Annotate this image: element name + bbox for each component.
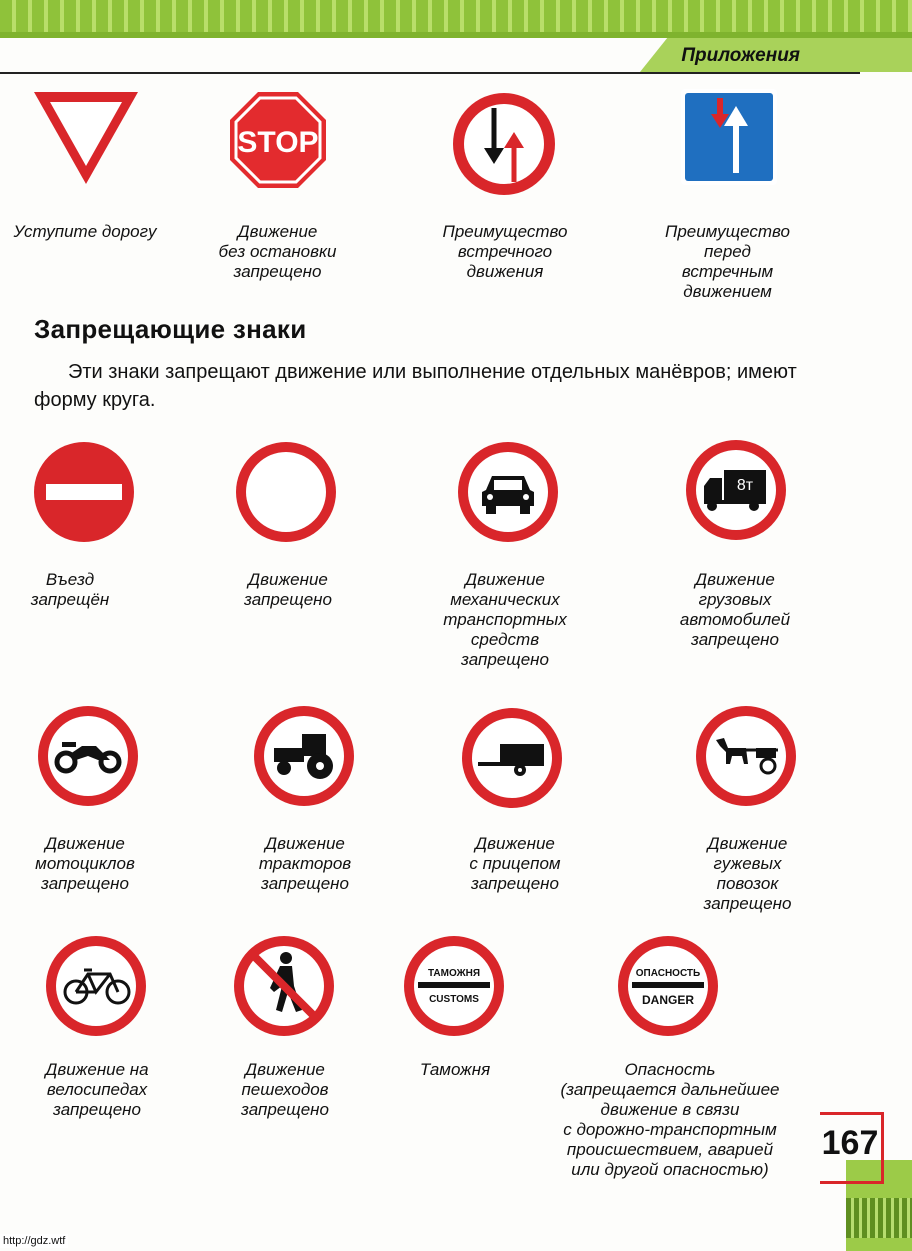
danger-ru-text: ОПАСНОСТЬ [635, 968, 701, 979]
no-entry-sign-icon [32, 440, 136, 544]
no-horse-carts-caption: Движение гужевых повозок запрещено [703, 834, 792, 913]
top-decor-bar [0, 0, 912, 38]
oncoming-priority-caption: Преимущество встречного движения [442, 222, 568, 281]
customs-sign-icon [402, 934, 506, 1038]
header-divider [0, 72, 860, 74]
no-horse-carts-sign-icon [694, 704, 798, 808]
priority-over-oncoming-sign-icon [680, 88, 778, 186]
no-traffic-caption: Движение запрещено [244, 570, 332, 609]
yield-caption: Уступите дорогу [13, 222, 157, 241]
stop-caption: Движение без остановки запрещено [218, 222, 337, 281]
danger-en-text: DANGER [641, 993, 695, 1007]
no-motor-vehicles-sign-icon [456, 440, 560, 544]
no-motor-vehicles-caption: Движение механических транспортных средств запрещено [443, 570, 567, 669]
no-entry-caption: Въезд запрещён [30, 570, 110, 609]
no-trucks-caption: Движение грузовых автомобилей запрещено [679, 570, 791, 649]
page-number: 167 [821, 1124, 879, 1162]
no-traffic-sign-icon [234, 440, 338, 544]
yield-sign-icon [30, 88, 142, 188]
priority-over-oncoming-caption: Преимущество перед встречным движением [665, 222, 790, 301]
section-text: Эти знаки запрещают движение или выполнение отдельных манёвров; имеют форму круга. [34, 361, 797, 411]
header-title: Приложения [681, 45, 800, 66]
oncoming-priority-sign-icon [450, 90, 558, 198]
stop-sign-icon [228, 90, 328, 190]
customs-en-text: CUSTOMS [429, 994, 479, 1005]
no-motorcycles-caption: Движение мотоциклов запрещено [35, 834, 135, 893]
no-pedestrians-caption: Движение пешеходов запрещено [241, 1060, 329, 1119]
watermark-link[interactable]: http://gdz.wtf [0, 1234, 68, 1248]
no-trailer-caption: Движение с прицепом запрещено [469, 834, 561, 893]
bottom-decor-stripes [846, 1198, 912, 1238]
section-heading: Запрещающие знаки [34, 314, 307, 344]
no-bicycles-caption: Движение на велосипедах запрещено [45, 1060, 149, 1119]
danger-caption: Опасность (запрещается дальнейшее движение в связи с дорожно-транспортным происшествием, аварией или другой опасностью) [560, 1060, 780, 1179]
no-trailer-sign-icon [460, 706, 564, 810]
no-pedestrians-sign-icon [232, 934, 336, 1038]
truck-mass-text: 8т [736, 477, 754, 494]
no-trucks-sign-icon [684, 438, 788, 542]
customs-ru-text: ТАМОЖНЯ [427, 968, 481, 979]
stop-sign-text: STOP [237, 126, 319, 159]
no-tractors-caption: Движение тракторов запрещено [258, 834, 352, 893]
customs-caption: Таможня [419, 1060, 491, 1079]
danger-sign-icon [616, 934, 720, 1038]
no-motorcycles-sign-icon [36, 704, 140, 808]
no-tractors-sign-icon [252, 704, 356, 808]
no-bicycles-sign-icon [44, 934, 148, 1038]
